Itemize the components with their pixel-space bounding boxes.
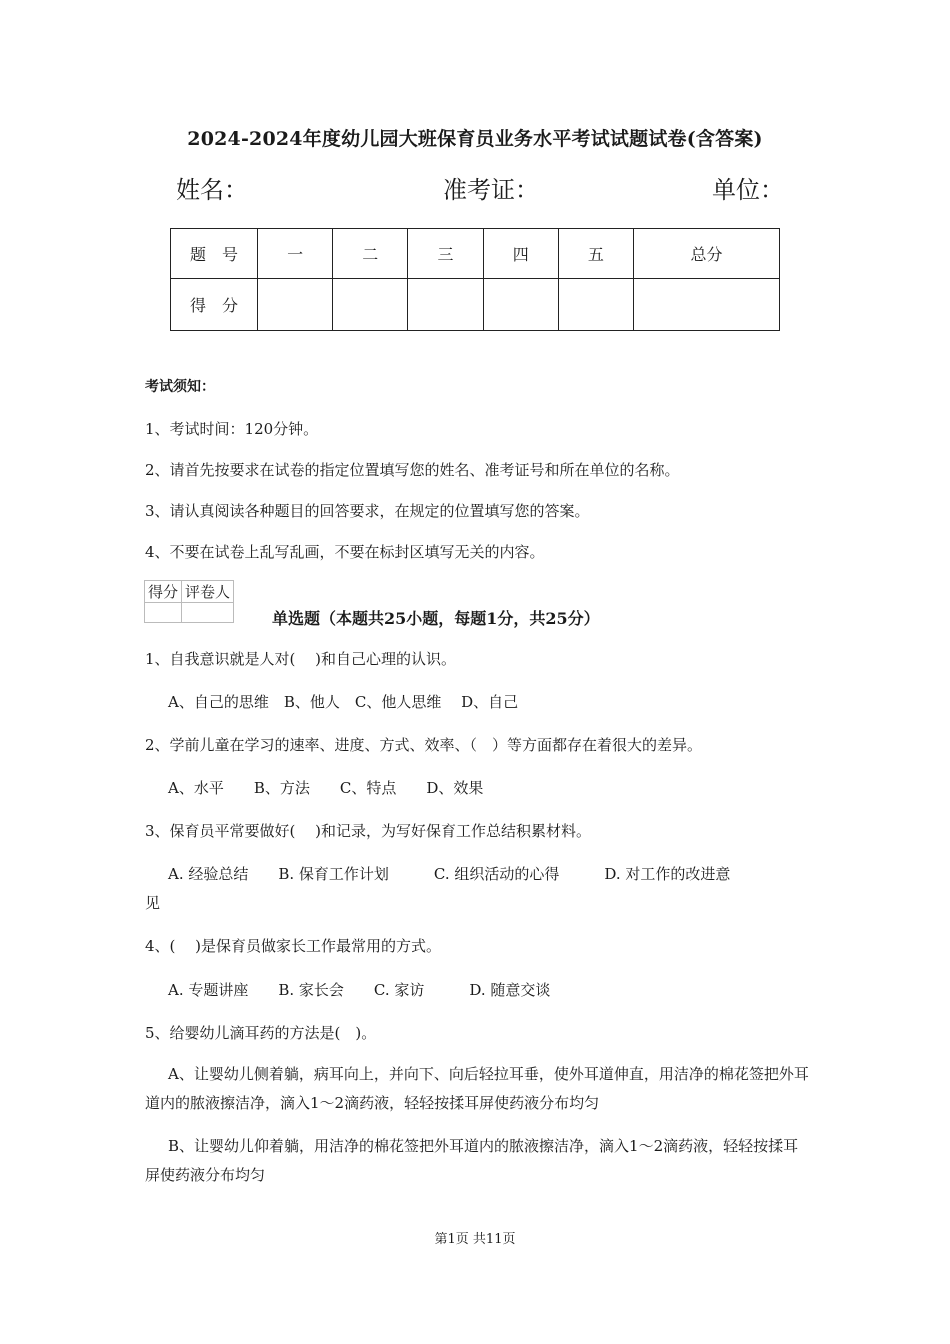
- score-table-score-row: [171, 279, 780, 331]
- score-table-header-cell: 总分: [634, 229, 780, 279]
- score-table-header-cell: 四: [483, 229, 558, 279]
- question-2: 2、学前儿童在学习的速率、进度、方式、效率、（ ）等方面都存在着很大的差异。: [145, 736, 703, 754]
- question-5-option-b: B、让婴幼儿仰着躺，用洁净的棉花签把外耳道内的脓液擦洁净，滴入1～2滴药液，轻轻按揉耳屏使药液分布均匀: [145, 1137, 799, 1184]
- page-footer: 第1页 共11页: [434, 1232, 516, 1247]
- question-4: 4、( )是保育员做家长工作最常用的方式。: [145, 937, 442, 955]
- page-title: 2024-2024年度幼儿园大班保育员业务水平考试试题试卷(含答案): [187, 128, 763, 150]
- score-table-header-row: [171, 229, 780, 279]
- score-table-header-cell: 二: [333, 229, 408, 279]
- unit-label: 单位：: [712, 176, 784, 204]
- question-1: 1、自我意识就是人对( )和自己心理的认识。: [145, 650, 457, 668]
- score-cell[interactable]: [483, 279, 558, 331]
- grader-score-label: 得分: [145, 581, 182, 603]
- notice-item: 4、不要在试卷上乱写乱画，不要在标封区填写无关的内容。: [145, 543, 545, 561]
- notice-item: 3、请认真阅读各种题目的回答要求，在规定的位置填写您的答案。: [145, 502, 590, 520]
- score-table-header-cell: 一: [258, 229, 333, 279]
- score-cell[interactable]: [558, 279, 633, 331]
- question-3-options: A. 经验总结 B. 保育工作计划 C. 组织活动的心得 D. 对工作的改进意: [168, 865, 731, 883]
- exam-id-label: 准考证：: [443, 176, 539, 204]
- score-row-label: 得 分: [171, 279, 258, 331]
- grader-name-cell[interactable]: [182, 603, 234, 623]
- question-5: 5、给婴幼儿滴耳药的方法是( )。: [145, 1024, 377, 1042]
- notice-item: 2、请首先按要求在试卷的指定位置填写您的姓名、准考证号和所在单位的名称。: [145, 461, 680, 479]
- question-1-options: A、自己的思维 B、他人 C、他人思维 D、自己: [168, 693, 519, 711]
- score-table-header-cell: 五: [558, 229, 633, 279]
- question-3: 3、保育员平常要做好( )和记录，为写好保育工作总结积累材料。: [145, 822, 592, 840]
- name-label: 姓名：: [176, 176, 248, 204]
- grader-score-cell[interactable]: [145, 603, 182, 623]
- score-cell[interactable]: [258, 279, 333, 331]
- score-cell[interactable]: [408, 279, 483, 331]
- score-table-header-cell: 三: [408, 229, 483, 279]
- notice-item: 1、考试时间：120分钟。: [145, 420, 319, 438]
- grader-box: [144, 580, 234, 623]
- question-5-option-a: A、让婴幼儿侧着躺，病耳向上，并向下、向后轻拉耳垂，使外耳道伸直，用洁净的棉花签把外耳道内的脓液擦洁净，滴入1～2滴药液，轻轻按揉耳屏使药液分布均匀: [145, 1065, 809, 1112]
- score-table: [170, 228, 780, 331]
- score-cell[interactable]: [634, 279, 780, 331]
- score-cell[interactable]: [333, 279, 408, 331]
- question-2-options: A、水平 B、方法 C、特点 D、效果: [168, 779, 484, 797]
- score-table-header-cell: 题 号: [171, 229, 258, 279]
- notice-heading: 考试须知：: [145, 379, 215, 395]
- question-4-options: A. 专题讲座 B. 家长会 C. 家访 D. 随意交谈: [168, 981, 551, 999]
- grader-name-label: 评卷人: [182, 581, 234, 603]
- question-3-options-cont: 见: [145, 894, 161, 912]
- section-title: 单选题（本题共25小题，每题1分，共25分）: [272, 609, 600, 628]
